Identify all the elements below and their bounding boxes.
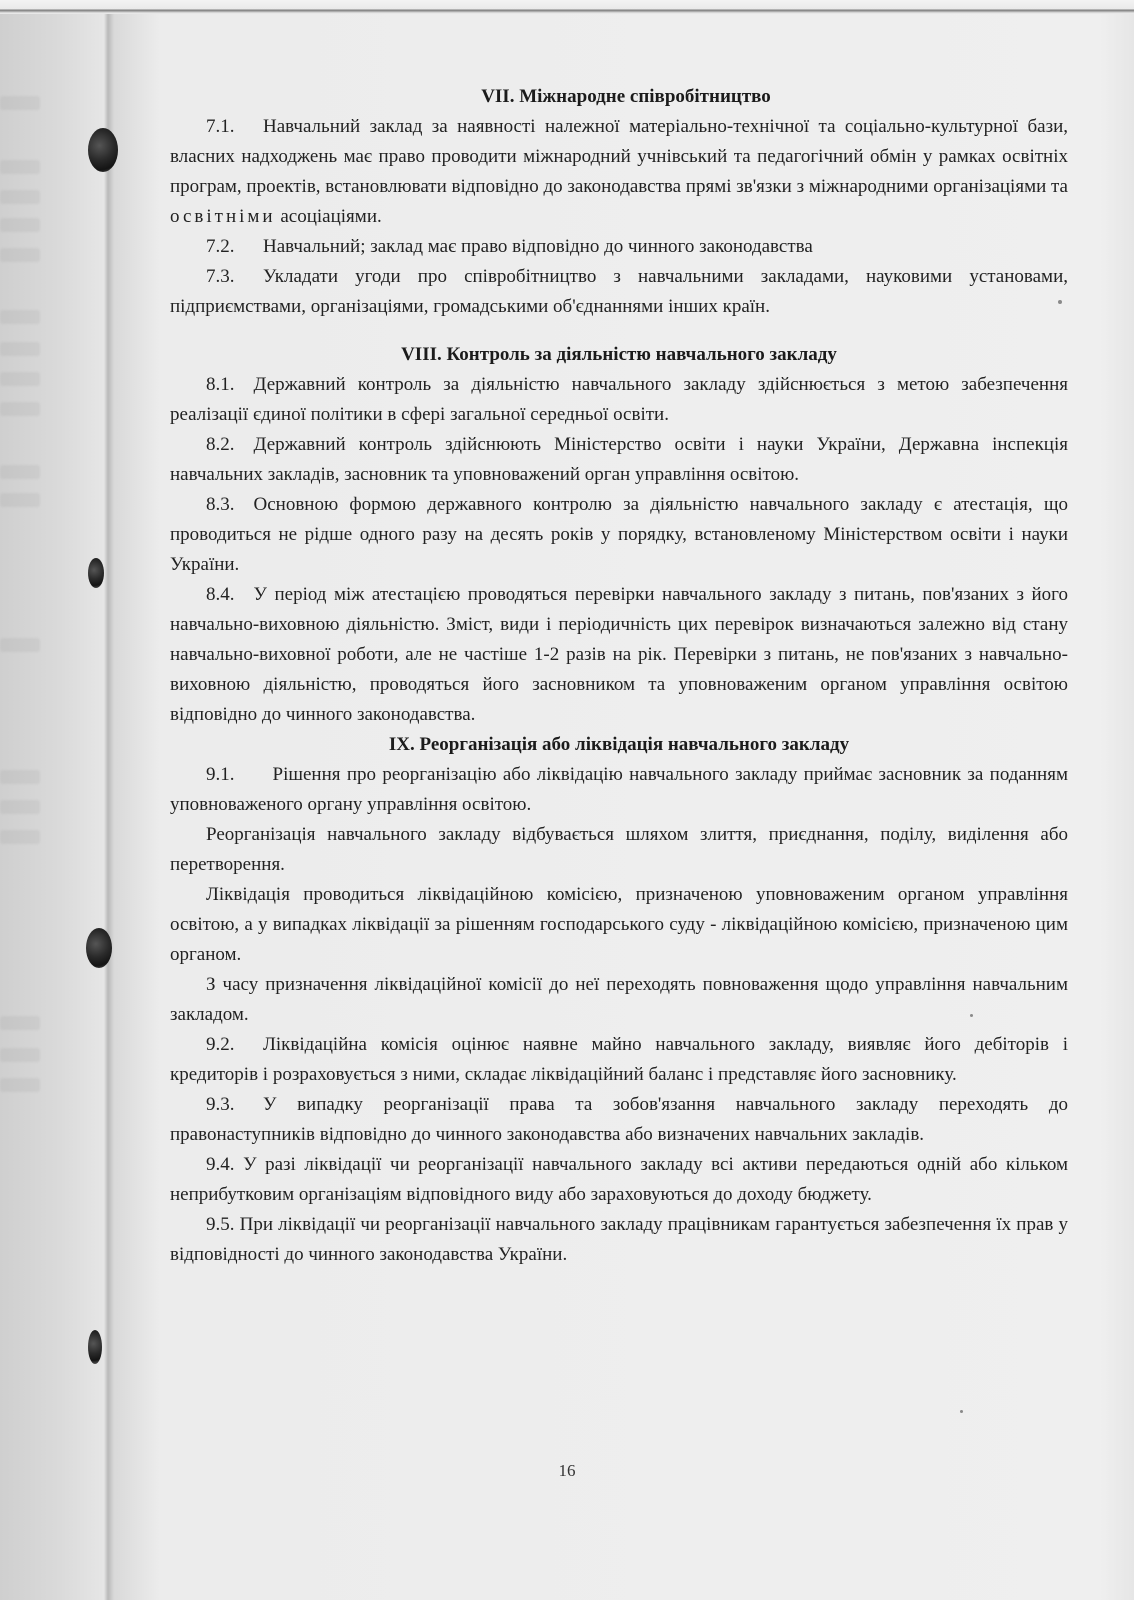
paragraph-text: Державний контроль здійснюють Міністерство освіти і науки України, Державна інспекція навчальних закладів, засновник та уповноважений орган управління освітою.: [170, 434, 1068, 485]
paragraph-text: Ліквідаційна комісія оцінює наявне майно навчального закладу, виявляє його дебіторів і кредиторів і розраховується з ними, складає ліквідаційний баланс і представляє його засновнику.: [170, 1034, 1068, 1085]
page-number: 16: [558, 1461, 576, 1480]
bleed-mark: [0, 372, 40, 386]
paragraph-number: 8.1.: [206, 374, 235, 395]
paragraph-text: асоціаціями.: [275, 206, 382, 227]
paragraph-text: У період між атестацією проводяться перевірки навчального закладу з питань, пов'язаних з його навчально-виховною діяльністю. Зміст, види і періодичність цих перевірок визначаються залежно від стану навчально-виховної роботи, але не частіше 1-2 разів на рік. Перевірки з питань, не пов'язаних з навчально-виховною діяльністю, проводяться його засновником та уповноваженим органом управління освітою відповідно до чинного законодавства.: [170, 584, 1068, 725]
punch-hole: [88, 1330, 102, 1364]
bleed-mark: [0, 402, 40, 416]
paragraph-8-2: [170, 430, 1068, 490]
paragraph-9-1-reorganization: [170, 820, 1068, 880]
paragraph-9-1: [170, 760, 1068, 820]
paragraph-9-1-powers: [170, 970, 1068, 1030]
paragraph-number: 7.3.: [206, 266, 235, 287]
bleed-mark: [0, 465, 40, 479]
paragraph-text: Державний контроль за діяльністю навчального закладу здійснюється з метою забезпечення реалізації єдиної політики в сфері загальної середньої освіти.: [170, 374, 1068, 425]
bleed-mark: [0, 1078, 40, 1092]
punch-hole: [88, 128, 118, 172]
paragraph-9-5: [170, 1210, 1068, 1270]
bleed-mark: [0, 770, 40, 784]
paragraph-9-2: [170, 1030, 1068, 1090]
paragraph-text: У випадку реорганізації права та зобов'язання навчального закладу переходять до правонаступників відповідно до чинного законодавства або визначених навчальних закладів.: [170, 1094, 1068, 1145]
bleed-mark: [0, 1048, 40, 1062]
paragraph-number: 9.2.: [206, 1034, 235, 1055]
punch-hole: [88, 558, 104, 588]
paragraph-7-3: [170, 262, 1068, 322]
section-heading-9: IX. Реорганізація або ліквідація навчального закладу: [388, 734, 850, 755]
paragraph-text: Реорганізація навчального закладу відбувається шляхом злиття, приєднання, поділу, виділення або перетворення.: [170, 824, 1068, 875]
paragraph-number: 7.2.: [206, 236, 235, 257]
paragraph-number: 8.4.: [206, 584, 235, 605]
bleed-mark: [0, 248, 40, 262]
section-heading-7: VII. Міжнародне співробітництво: [481, 86, 771, 107]
paragraph-number: 9.5.: [206, 1214, 235, 1235]
scan-fleck: [960, 1410, 963, 1413]
bleed-mark: [0, 218, 40, 232]
paragraph-number: 9.4.: [206, 1154, 235, 1175]
paragraph-8-4: [170, 580, 1068, 730]
paragraph-text: Укладати угоди про співробітництво з навчальними закладами, науковими установами, підприємствами, організаціями, громадськими об'єднаннями інших країн.: [170, 266, 1068, 317]
page-top-edge: [0, 0, 1134, 14]
document-body: [170, 82, 1068, 1270]
paragraph-number: 7.1.: [206, 116, 235, 137]
punch-hole: [86, 928, 112, 968]
paragraph-text: Рішення про реорганізацію або ліквідацію навчального закладу приймає засновник за поданням уповноваженого органу управління освітою.: [170, 764, 1068, 815]
paragraph-text-spaced: освітніми: [170, 206, 276, 227]
paragraph-text: У разі ліквідації чи реорганізації навчального закладу всі активи передаються одній або кільком неприбутковим організаціям відповідного виду або зараховуються до доходу бюджету.: [170, 1154, 1069, 1205]
paragraph-8-3: [170, 490, 1068, 580]
paragraph-number: 9.1.: [206, 764, 235, 785]
paragraph-7-1: [170, 112, 1068, 232]
paragraph-text: З часу призначення ліквідаційної комісії до неї переходять повноваження щодо управління навчальним закладом.: [170, 974, 1068, 1025]
paragraph-text: Навчальний; заклад має право відповідно до чинного законодавства: [263, 236, 813, 257]
paragraph-9-4: [170, 1150, 1068, 1210]
paragraph-text: Ліквідація проводиться ліквідаційною комісією, призначеною уповноваженим органом управління освітою, а у випадках ліквідації за рішенням господарського суду - ліквідаційною комісією, призначеною цим органом.: [170, 884, 1068, 965]
bleed-mark: [0, 493, 40, 507]
paragraph-8-1: [170, 370, 1068, 430]
bleed-mark: [0, 830, 40, 844]
bleed-mark: [0, 190, 40, 204]
paragraph-text: При ліквідації чи реорганізації навчального закладу працівникам гарантується забезпечення їх прав у відповідності до чинного законодавства України.: [170, 1214, 1068, 1265]
paragraph-text: Основною формою державного контролю за діяльністю навчального закладу є атестація, що проводиться не рідше одного разу на десять років у порядку, встановленому Міністерством освіти і науки України.: [170, 494, 1068, 575]
bleed-mark: [0, 342, 40, 356]
paragraph-text: Навчальний заклад за наявності належної матеріально-технічної та соціально-культурної бази, власних надходжень має право проводити міжнародний учнівський та педагогічний обмін у рамках освітніх програм, проектів, встановлювати відповідно до законодавства прямі зв'язки з міжнародними організаціями та: [170, 116, 1068, 197]
section-heading-8: VIII. Контроль за діяльністю навчального закладу: [401, 344, 837, 365]
paragraph-9-1-liquidation: [170, 880, 1068, 970]
bleed-mark: [0, 96, 40, 110]
bleed-mark: [0, 1016, 40, 1030]
bleed-mark: [0, 160, 40, 174]
paragraph-number: 8.3.: [206, 494, 235, 515]
paragraph-7-2: [170, 232, 1068, 262]
paragraph-9-3: [170, 1090, 1068, 1150]
paragraph-number: 8.2.: [206, 434, 235, 455]
paragraph-number: 9.3.: [206, 1094, 235, 1115]
bleed-mark: [0, 310, 40, 324]
bleed-mark: [0, 638, 40, 652]
bleed-mark: [0, 800, 40, 814]
